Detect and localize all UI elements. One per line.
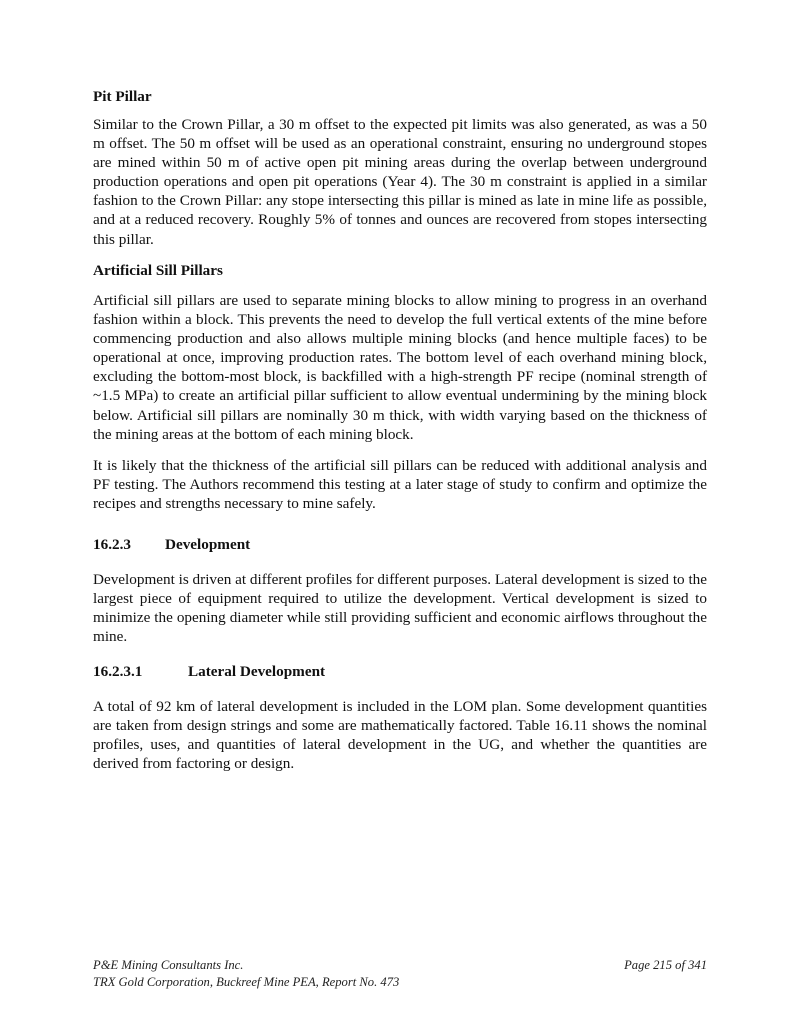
section-title: Lateral Development [188, 663, 326, 680]
heading-artificial-sill-pillars: Artificial Sill Pillars [93, 262, 223, 279]
paragraph-lateral-development: A total of 92 km of lateral development is included in the LOM plan. Some development quantities are taken from design strings and some are mathematically factored. Table 16.11 shows the nominal profiles, uses, and quantities of lateral development in the UG, and whether the quantities are derived from factoring or design. [93, 698, 707, 773]
paragraph-sill-pillars-2: It is likely that the thickness of the artificial sill pillars can be reduced with additional analysis and PF testing. The Authors recommend this testing at a later stage of study to confirm and optimize the recipes and strengths necessary to mine safely. [93, 457, 707, 513]
footer-page-number: Page 215 of 341 [624, 958, 707, 972]
heading-lateral-development [93, 663, 325, 681]
paragraph-development: Development is driven at different profiles for different purposes. Lateral development is sized to the largest piece of equipment required to utilize the development. Vertical development is sized to minimize the opening diameter while still providing sufficient and economic airflows throughout the mine. [93, 571, 707, 646]
paragraph-sill-pillars-1: Artificial sill pillars are used to separate mining blocks to allow mining to progress in an overhand fashion within a block. This prevents the need to develop the full vertical extents of the mine before commencing production and also allows multiple mining blocks (and hence multiple faces) to be operational at once, improving production rates. The bottom level of each overhand mining block, excluding the bottom-most block, is backfilled with a high-strength PF recipe (nominal strength of ~1.5 MPa) to create an artificial pillar sufficient to allow eventual undermining by the mining block below. Artificial sill pillars are nominally 30 m thick, with width varying based on the thickness of the mining areas at the bottom of each mining block. [93, 292, 707, 443]
section-title: Development [165, 536, 251, 553]
heading-pit-pillar: Pit Pillar [93, 88, 152, 105]
paragraph-pit-pillar: Similar to the Crown Pillar, a 30 m offset to the expected pit limits was also generated, as was a 50 m offset. The 50 m offset will be used as an operational constraint, ensuring no underground stopes are mined within 50 m of active open pit mining areas during the overlap between underground production operations and open pit operations (Year 4). The 30 m constraint is applied in a similar fashion to the Crown Pillar: any stope intersecting this pillar is mined as late in mine life as possible, and at a reduced recovery. Roughly 5% of tonnes and ounces are recovered from stopes intersecting this pillar. [93, 116, 707, 248]
footer-report: TRX Gold Corporation, Buckreef Mine PEA, Report No. 473 [93, 975, 400, 989]
heading-development [93, 536, 250, 554]
section-number: 16.2.3 [93, 536, 131, 553]
section-number: 16.2.3.1 [93, 663, 143, 680]
footer-company: P&E Mining Consultants Inc. [93, 958, 244, 972]
page-footer [93, 957, 707, 991]
